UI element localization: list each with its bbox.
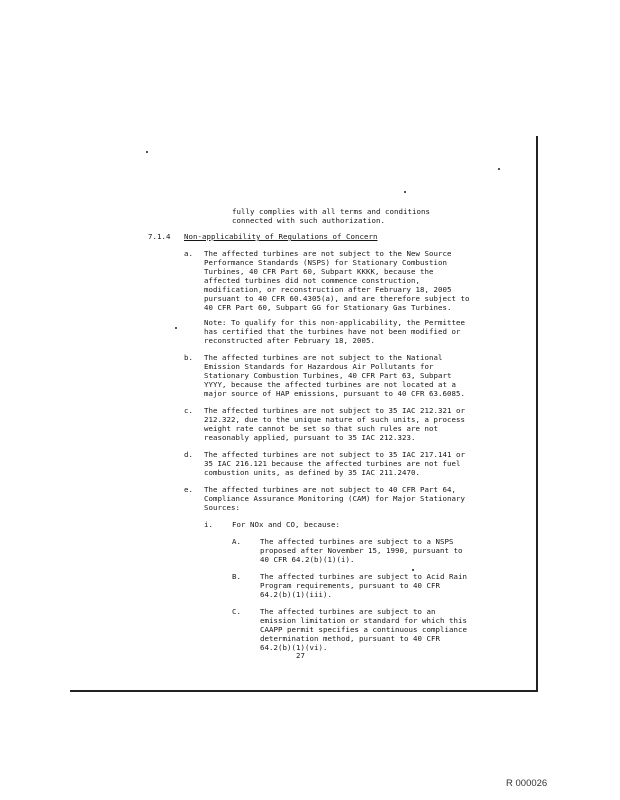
scan-speck bbox=[404, 191, 406, 193]
item-d-line: 35 IAC 216.121 because the affected turbines are not fuel bbox=[204, 459, 461, 468]
item-a-line: 40 CFR Part 60, Subpart GG for Stationary Gas Turbines. bbox=[204, 303, 452, 312]
entry-c-line: The affected turbines are subject to an bbox=[260, 607, 436, 616]
entry-b-line: The affected turbines are subject to Acid Rain bbox=[260, 572, 467, 581]
page-number: 27 bbox=[296, 651, 305, 660]
item-a-line: pursuant to 40 CFR 60.4305(a), and are therefore subject to bbox=[204, 294, 470, 303]
entry-b-line: Program requirements, pursuant to 40 CFR bbox=[260, 581, 440, 590]
item-c-line: The affected turbines are not subject to 35 IAC 212.321 or bbox=[204, 406, 465, 415]
entry-c-line: 64.2(b)(1)(vi). bbox=[260, 643, 328, 652]
scan-speck bbox=[412, 569, 414, 571]
item-e-line: Compliance Assurance Monitoring (CAM) for Major Stationary bbox=[204, 494, 465, 503]
entry-a-line: proposed after November 15, 1990, pursuant to bbox=[260, 546, 463, 555]
entry-a-line: 40 CFR 64.2(b)(1)(i). bbox=[260, 555, 355, 564]
section-number: 7.1.4 bbox=[148, 232, 171, 241]
page-bottom-border bbox=[70, 690, 538, 692]
item-b-line: The affected turbines are not subject to the National bbox=[204, 353, 443, 362]
entry-b-line: 64.2(b)(1)(iii). bbox=[260, 590, 332, 599]
item-e-line: The affected turbines are not subject to 40 CFR Part 64, bbox=[204, 485, 456, 494]
item-a-line: Turbines, 40 CFR Part 60, Subpart KKKK, because the bbox=[204, 267, 434, 276]
item-label: a. bbox=[184, 249, 193, 258]
item-b-line: Stationary Combustion Turbines, 40 CFR Part 63, Subpart bbox=[204, 371, 452, 380]
item-c-line: reasonably applied, pursuant to 35 IAC 212.323. bbox=[204, 433, 416, 442]
entry-a-line: The affected turbines are subject to a NSPS bbox=[260, 537, 454, 546]
entry-c-line: determination method, pursuant to 40 CFR bbox=[260, 634, 440, 643]
item-e-line: Sources: bbox=[204, 503, 240, 512]
scan-speck bbox=[146, 151, 148, 153]
entry-c-line: emission limitation or standard for which this bbox=[260, 616, 467, 625]
item-label: c. bbox=[184, 406, 193, 415]
intro-line: connected with such authorization. bbox=[232, 216, 385, 225]
entry-label: C. bbox=[232, 607, 241, 616]
entry-c-line: CAAPP permit specifies a continuous compliance bbox=[260, 625, 467, 634]
intro-line: fully complies with all terms and conditions bbox=[232, 207, 430, 216]
item-a-note: has certified that the turbines have not been modified or bbox=[204, 327, 461, 336]
item-b-line: YYYY, because the affected turbines are not located at a bbox=[204, 380, 456, 389]
section-title: Non-applicability of Regulations of Concern bbox=[184, 232, 378, 241]
item-d-line: The affected turbines are not subject to 35 IAC 217.141 or bbox=[204, 450, 465, 459]
entry-label: A. bbox=[232, 537, 241, 546]
item-a-line: affected turbines did not commence construction, bbox=[204, 276, 420, 285]
item-c-line: weight rate cannot be set so that such rules are not bbox=[204, 424, 438, 433]
scan-speck bbox=[175, 327, 177, 329]
item-a-line: The affected turbines are not subject to the New Source bbox=[204, 249, 452, 258]
bates-number: R 000026 bbox=[506, 778, 548, 789]
item-a-note: Note: To qualify for this non-applicability, the Permittee bbox=[204, 318, 465, 327]
page-right-border bbox=[536, 136, 538, 692]
item-a-line: modification, or reconstruction after February 18, 2005 bbox=[204, 285, 452, 294]
item-c-line: 212.322, due to the unique nature of such units, a process bbox=[204, 415, 465, 424]
subitem-text: For NOx and CO, because: bbox=[232, 520, 340, 529]
item-a-line: Performance Standards (NSPS) for Stationary Combustion bbox=[204, 258, 447, 267]
item-b-line: major source of HAP emissions, pursuant to 40 CFR 63.6085. bbox=[204, 389, 465, 398]
subitem-label: i. bbox=[204, 520, 213, 529]
item-label: b. bbox=[184, 353, 193, 362]
entry-label: B. bbox=[232, 572, 241, 581]
item-label: d. bbox=[184, 450, 193, 459]
item-d-line: combustion units, as defined by 35 IAC 211.2470. bbox=[204, 468, 420, 477]
item-label: e. bbox=[184, 485, 193, 494]
item-a-note: reconstructed after February 18, 2005. bbox=[204, 336, 375, 345]
item-b-line: Emission Standards for Hazardous Air Pollutants for bbox=[204, 362, 434, 371]
scan-speck bbox=[498, 168, 500, 170]
